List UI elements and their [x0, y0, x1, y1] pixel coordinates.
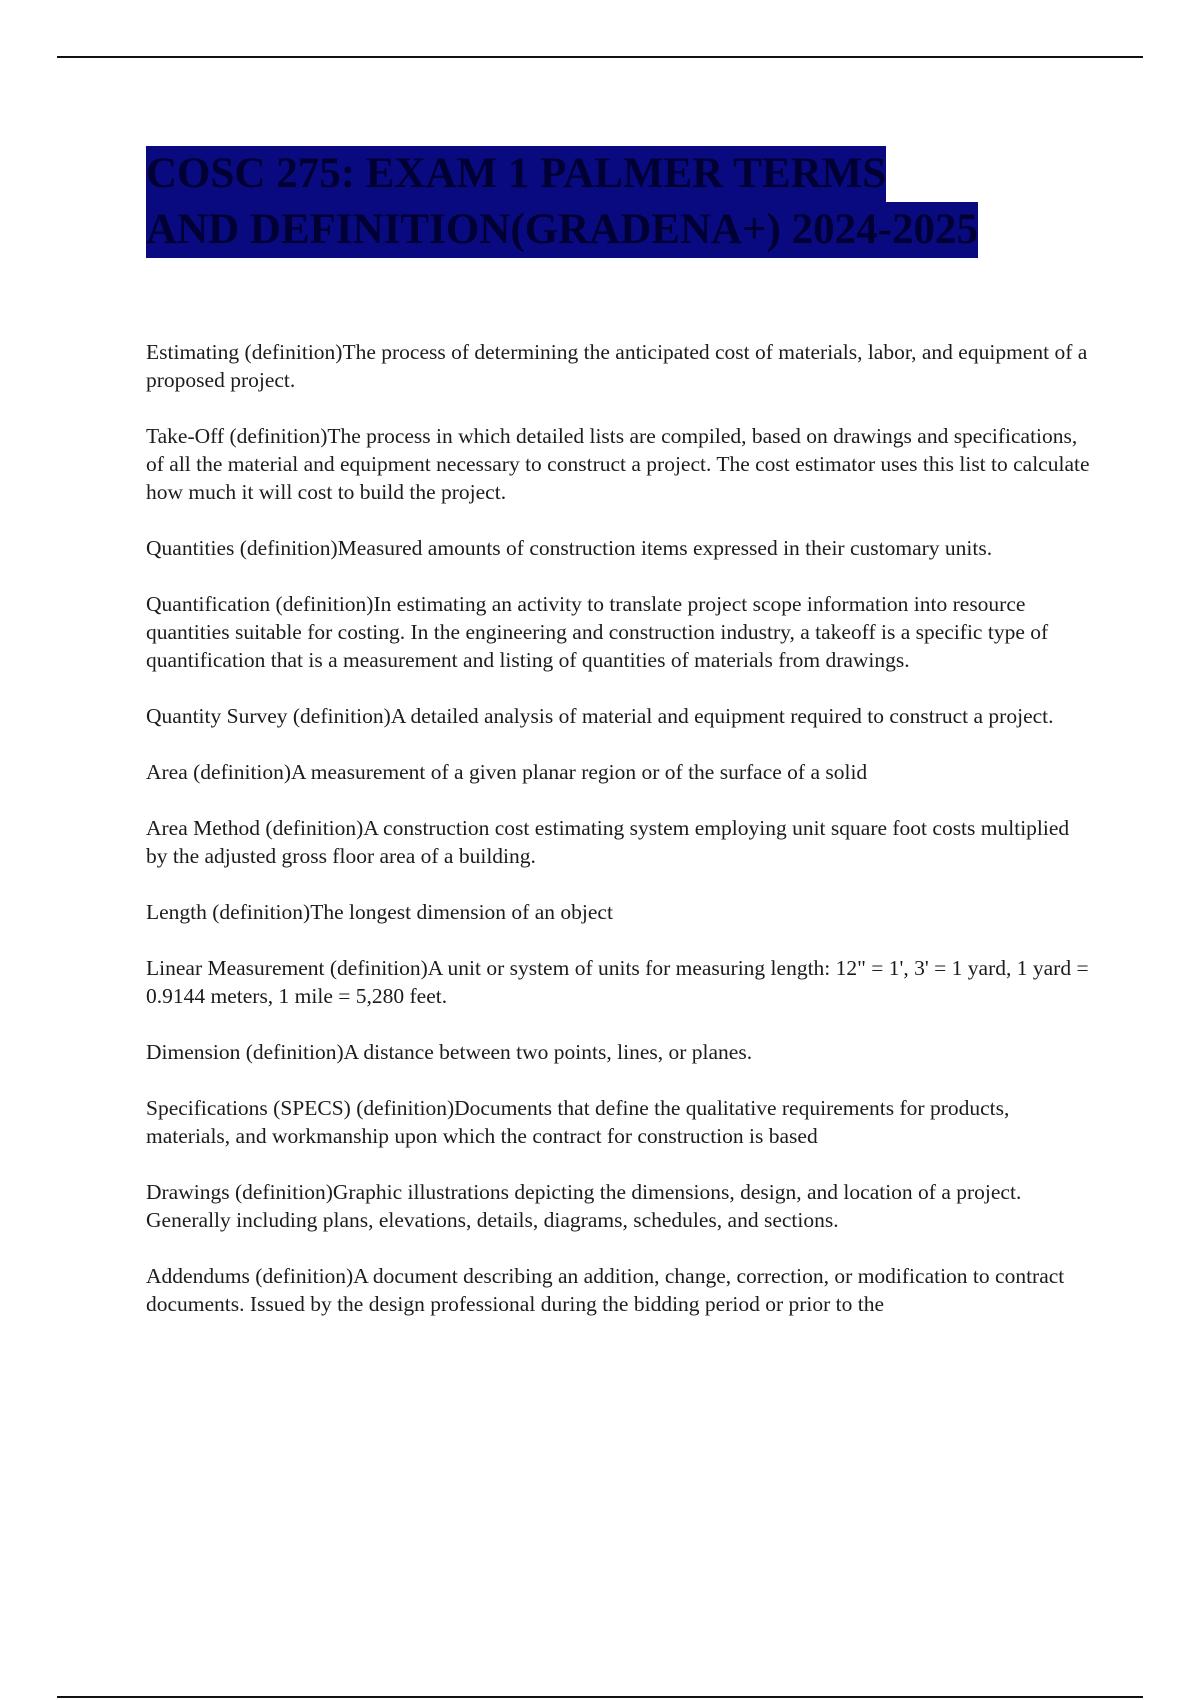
definition-quantities: Quantities (definition)Measured amounts of construction items expressed in their customary units. — [146, 536, 993, 560]
definition-quantity-survey: Quantity Survey (definition)A detailed analysis of material and equipment required to construct a project. — [146, 704, 1054, 728]
title-line-1: COSC 275: EXAM 1 PALMER TERMS — [146, 146, 886, 202]
bottom-rule — [57, 1696, 1143, 1698]
document-title — [146, 146, 1086, 258]
definition-length: Length (definition)The longest dimension of an object — [146, 900, 613, 924]
title-line-2: AND DEFINITION(GRADENA+) 2024-2025 — [146, 202, 978, 258]
definition-dimension: Dimension (definition)A distance between two points, lines, or planes. — [146, 1040, 753, 1064]
top-rule — [57, 56, 1143, 58]
definitions-list — [146, 338, 1091, 1346]
definition-addendums: Addendums (definition)A document describing an addition, change, correction, or modification to contract documents. Issued by the design professional during the bidding period or prior to the — [146, 1264, 1065, 1316]
definition-quantification: Quantification (definition)In estimating an activity to translate project scope information into resource quantities suitable for costing. In the engineering and construction industry, a takeoff is a specific type of quantification that is a measurement and listing of quantities of materials from drawings. — [146, 592, 1049, 672]
definition-area-method: Area Method (definition)A construction cost estimating system employing unit square foot costs multiplied by the adjusted gross floor area of a building. — [146, 816, 1070, 868]
definition-area: Area (definition)A measurement of a given planar region or of the surface of a solid — [146, 760, 868, 784]
definition-specifications: Specifications (SPECS) (definition)Documents that define the qualitative requirements for products, materials, and workmanship upon which the contract for construction is based — [146, 1096, 1010, 1148]
definition-take-off: Take-Off (definition)The process in which detailed lists are compiled, based on drawings and specifications, of all the material and equipment necessary to construct a project. The cost estimator uses this list to calculate how much it will cost to build the project. — [146, 424, 1090, 504]
definition-drawings: Drawings (definition)Graphic illustrations depicting the dimensions, design, and location of a project. Generally including plans, elevations, details, diagrams, schedules, and sections. — [146, 1180, 1022, 1232]
definition-estimating: Estimating (definition)The process of determining the anticipated cost of materials, labor, and equipment of a proposed project. — [146, 340, 1088, 392]
definition-linear-measurement: Linear Measurement (definition)A unit or system of units for measuring length: 12" = 1', 3' = 1 yard, 1 yard = 0.9144 meters, 1 mile = 5,280 feet. — [146, 956, 1089, 1008]
